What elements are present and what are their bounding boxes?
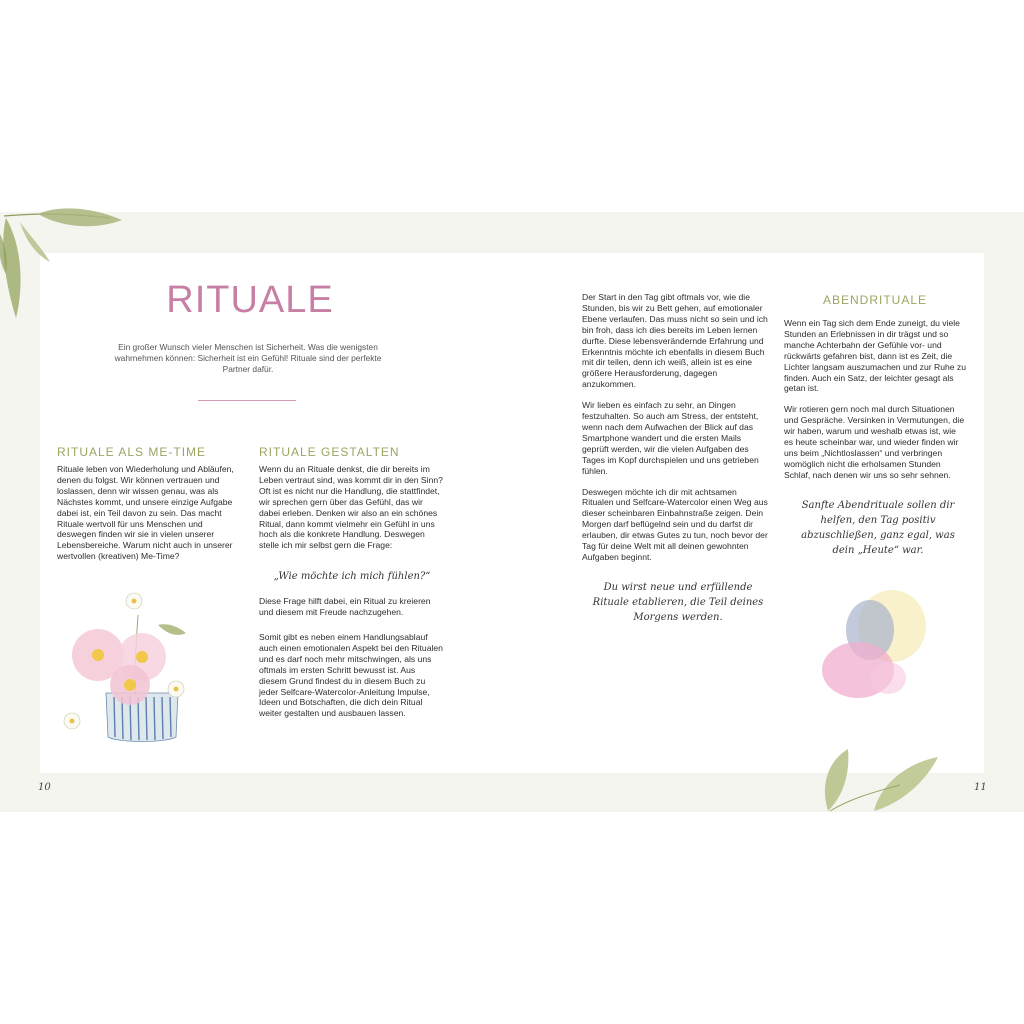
morning-column: [582, 292, 768, 573]
gestalten-paragraph-1: Wenn du an Rituale denkst, die dir bereits im Leben vertraut sind, was kommt dir in den Sinn? Oft ist es nicht nur die Handlung, die stattfindet, wir sprechen gern über das Gefühl, das wir dabei erleben. Denken wir also an ein schönes Ritual, dann kommt vielmehr ein Gefühl in uns hoch als die konkrete Handlung. Deswegen stelle ich mir selbst gern die Frage:: [259, 464, 443, 551]
title-divider: [198, 400, 296, 401]
watercolor-blot-icon: [808, 586, 938, 708]
section-heading-me-time: RITUALE ALS ME-TIME: [57, 445, 207, 459]
evening-quote: Sanfte Abendrituale sollen dir helfen, den Tag positiv abzuschließen, ganz egal, was dein „Heute“ war.: [801, 500, 955, 556]
evening-column: [784, 318, 966, 491]
page-title: RITUALE: [166, 279, 334, 321]
gestalten-quote: „Wie möchte ich mich fühlen?“: [273, 571, 431, 582]
section-body-gestalten: [259, 464, 445, 561]
leaf-branch-icon: [0, 210, 130, 325]
gestalten-paragraph-2: Diese Frage hilft dabei, ein Ritual zu kreieren und diesem mit Freude nachzugehen.: [259, 596, 431, 617]
evening-paragraph-2: Wir rotieren gern noch mal durch Situationen und Gespräche. Versinken in Vermutungen, die wir haben, warum und weshalb etwas ist, wie es heute scheinbar war, und wieder finden wir uns beim „Nichtloslassen“ und verbringen womöglich nicht die erholsamen Stunden Schlaf, nach denen wir uns so sehr sehnen.: [784, 404, 965, 480]
page-number-left: 10: [38, 782, 51, 793]
intro-text: Ein großer Wunsch vieler Menschen ist Sicherheit. Was die wenigsten wahrnehmen können: Sicherheit ist ein Gefühl! Rituale sind der perfekte Partner dafür.: [114, 342, 382, 374]
morning-paragraph-2: Wir lieben es einfach zu sehr, an Dingen festzuhalten. So auch am Stress, der entsteht, wenn nach dem Aufwachen der Blick auf das Smartphone wandert und die ersten Mails geprüft werden, wir die vielen Aufgaben des Tages im Kopf durchspielen und uns getrieben fühlen.: [582, 400, 759, 476]
evening-paragraph-1: Wenn ein Tag sich dem Ende zuneigt, du viele Stunden an Erlebnissen in dir trägst und so manche Achterbahn der Gefühle vor- und rückwärts gefahren bist, dann ist es Zeit, die Lichter langsam auszumachen und zur Ruhe zu finden. Auch ein Satz, der leichter gesagt als getan ist.: [784, 318, 967, 394]
leaf-branch-icon: [810, 745, 950, 815]
morning-paragraph-1: Der Start in den Tag gibt oftmals vor, wie die Stunden, bis wir zu Bett gehen, auf emotionaler Ebene verlaufen. Das muss nicht so sein und ich bin froh, dass ich dies bereits im Leben lernen durfte. Diese lebensverändernde Erfahrung und Erkenntnis möchte ich ebenfalls in diesem Buch mit dir teilen, denn ich weiß, allein ist es eine größere Herausforderung, dagegen anzukommen.: [582, 292, 768, 390]
section-body-me-time: Rituale leben von Wiederholung und Abläufen, denen du folgst. Wir können vertrauen und loslassen, denn wir wissen genau, was als Nächstes kommt, und unsere einzige Aufgabe dabei ist, ein Teil davon zu sein. Das macht Rituale wertvoll für uns Menschen und deswegen finden wir sie in vielen unserer Lebensbereiche. Warum nicht auch in unserer wertvollen (kreativen) Me-Time?: [57, 464, 234, 562]
morning-paragraph-3: Deswegen möchte ich dir mit achtsamen Ritualen und Selfcare-Watercolor einen Weg aus dieser scheinbaren Einbahnstraße zeigen. Dein Morgen darf beflügelnd sein und du darfst dir erlauben, dir etwas Gutes zu tun, noch bevor der Tag für deine Welt mit all deinen gewohnten Aufgaben beginnt.: [582, 486, 768, 562]
section-heading-gestalten: RITUALE GESTALTEN: [259, 445, 400, 459]
section-heading-abendrituale: ABENDRITUALE: [822, 293, 928, 307]
flower-vase-icon: [58, 585, 198, 750]
gestalten-paragraph-3: Somit gibt es neben einem Handlungsablauf auch einen emotionalen Aspekt bei den Ritualen und es darf noch mehr mitschwingen, als uns oftmals im ersten Schritt bewusst ist. Aus diesem Grund findest du in diesem Buch zu jeder Selfcare-Watercolor-Anleitung Impulse, Ideen und Botschaften, die dich dein Ritual weiter gestalten und ausbauen lassen.: [259, 632, 443, 719]
morning-quote: Du wirst neue und erfüllende Rituale etablieren, die Teil deines Morgens werden.: [592, 582, 764, 623]
page-number-right: 11: [974, 782, 987, 793]
